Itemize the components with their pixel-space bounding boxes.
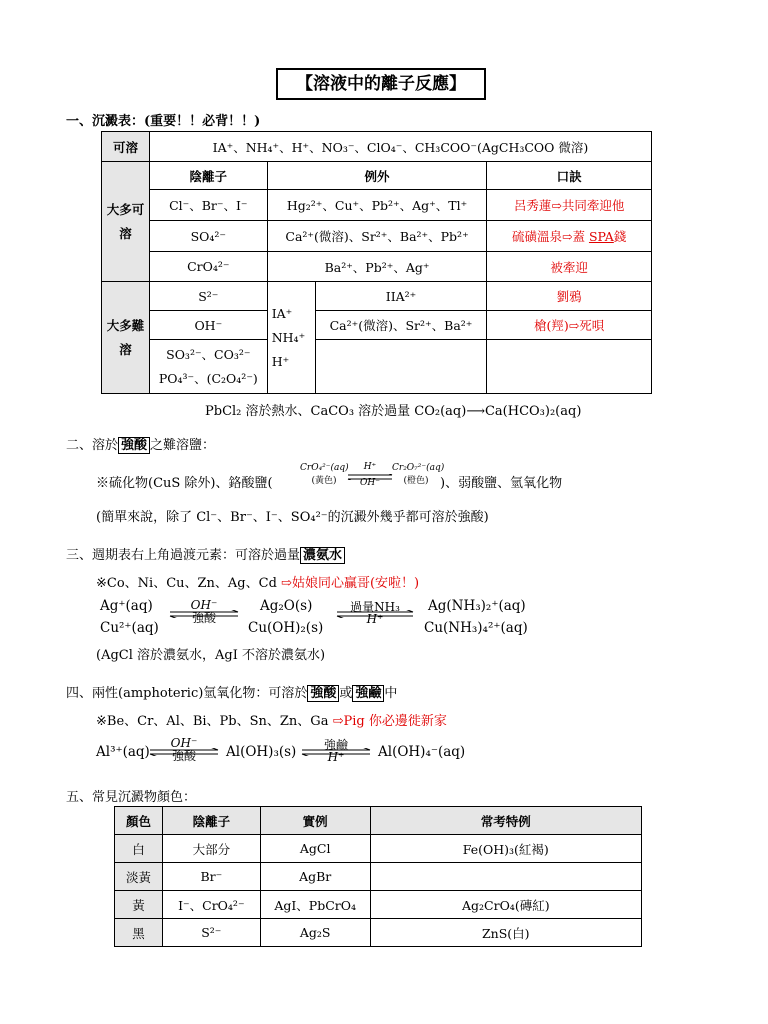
anion-cell: SO₄²⁻ xyxy=(149,221,267,252)
cr2o7-species: Cr₂O₇²⁻(aq) (橙色) xyxy=(392,463,445,486)
rxn-ag-mid: Ag₂O(s) xyxy=(260,598,313,614)
mnemonic-cell: 槍(羥)⇨死唄 xyxy=(487,311,652,340)
rxn-ag-right: Ag(NH₃)₂⁺(aq) xyxy=(428,598,526,614)
section1-heading: 一、沉澱表：(重要！！必背！！) xyxy=(66,114,261,129)
equilibrium-arrow: OH⁻ 強酸 xyxy=(168,598,240,626)
rxn-al-right: Al(OH)₄⁻(aq) xyxy=(378,744,466,760)
table-row: 黃 I⁻、CrO₄²⁻ AgI、PbCrO₄ Ag₂CrO₄(磚紅) xyxy=(115,891,642,919)
rxn-cu-right: Cu(NH₃)₄²⁺(aq) xyxy=(424,620,528,636)
section2-line1-end: )、弱酸鹽、氫氧化物 xyxy=(440,476,563,491)
section5-heading: 五、常見沉澱物顏色： xyxy=(66,790,197,805)
anion-cell: SO₃²⁻、CO₃²⁻ PO₄³⁻、(C₂O₄²⁻) xyxy=(149,340,267,394)
anion-cell: OH⁻ xyxy=(149,311,267,340)
section1-note: PbCl₂ 溶於熱水、CaCO₃ 溶於過量 CO₂(aq)⟶Ca(HCO₃)₂(aq) xyxy=(205,404,582,419)
equilibrium-arrow: H⁺ OH⁻ xyxy=(346,462,394,488)
exception-cell: Ca²⁺(微溶)、Sr²⁺、Ba²⁺、Pb²⁺ xyxy=(267,221,487,252)
exception-cell: Hg₂²⁺、Cu⁺、Pb²⁺、Ag⁺、Tl⁺ xyxy=(267,190,487,221)
table-row: 白 大部分 AgCl Fe(OH)₃(紅褐) xyxy=(115,835,642,863)
exception-cell: Ca²⁺(微溶)、Sr²⁺、Ba²⁺ xyxy=(315,311,487,340)
rxn-al-mid: Al(OH)₃(s) xyxy=(226,744,297,760)
soluble-label: 可溶 xyxy=(102,132,150,162)
equilibrium-arrow: OH⁻ 強酸 xyxy=(148,736,220,764)
page-title: 【溶液中的離子反應】 xyxy=(276,68,486,100)
rxn-cu-mid: Cu(OH)₂(s) xyxy=(248,620,324,636)
precipitation-table xyxy=(101,131,652,394)
section4-heading: 四、兩性(amphoteric)氫氧化物：可溶於 強酸 或 強鹼 中 xyxy=(66,686,398,701)
equilibrium-arrow: 強鹼 H⁺ xyxy=(300,736,372,764)
table-row: 淡黃 Br⁻ AgBr xyxy=(115,863,642,891)
mostly-insoluble-label: 大多難溶 xyxy=(102,282,150,394)
col-mnemonic: 口訣 xyxy=(487,162,652,190)
col-anion: 陰離子 xyxy=(149,162,267,190)
cro4-species: CrO₄²⁻(aq) (黃色) xyxy=(300,463,349,486)
mnemonic-cell: 呂秀蓮⇨共同牽迎他 xyxy=(487,190,652,221)
header-special: 常考特例 xyxy=(370,807,641,835)
soluble-ions: IA⁺、NH₄⁺、H⁺、NO₃⁻、ClO₄⁻、CH₃COO⁻(AgCH₃COO 微溶) xyxy=(149,132,651,162)
mnemonic-cell: 劉鴉 xyxy=(487,282,652,311)
section3-heading: 三、週期表右上角過渡元素：可溶於過量 濃氨水 xyxy=(66,544,345,563)
section2-line1: ※硫化物(CuS 除外)、鉻酸鹽( xyxy=(96,476,273,491)
rxn-ag-left: Ag⁺(aq) xyxy=(100,598,153,614)
header-example: 實例 xyxy=(260,807,370,835)
anion-cell: S²⁻ xyxy=(149,282,267,311)
header-anion: 陰離子 xyxy=(162,807,260,835)
anion-cell: CrO₄²⁻ xyxy=(149,252,267,282)
mnemonic-cell: 被牽迎 xyxy=(487,252,652,282)
mostly-soluble-label: 大多可溶 xyxy=(102,162,150,282)
exception-cell xyxy=(315,340,487,394)
exception-cell: Ba²⁺、Pb²⁺、Ag⁺ xyxy=(267,252,487,282)
col-exception: 例外 xyxy=(267,162,487,190)
anion-cell: Cl⁻、Br⁻、I⁻ xyxy=(149,190,267,221)
section2-heading: 二、溶於 強酸 之難溶鹽： xyxy=(66,438,216,453)
common-exception-cell: IA⁺ NH₄⁺ H⁺ xyxy=(267,282,315,394)
section2-line2: (簡單來說，除了 Cl⁻、Br⁻、I⁻、SO₄²⁻的沉澱外幾乎都可溶於強酸) xyxy=(96,510,489,525)
equilibrium-arrow: 過量NH₃ H⁺ xyxy=(335,598,415,626)
rxn-al-left: Al³⁺(aq) xyxy=(96,744,150,760)
section4-line1: ※Be、Cr、Al、Bi、Pb、Sn、Zn、Ga ⇨Pig 你必邊徙新家 xyxy=(96,714,447,729)
rxn-cu-left: Cu²⁺(aq) xyxy=(100,620,159,636)
mnemonic-cell xyxy=(487,340,652,394)
exception-cell: IIA²⁺ xyxy=(315,282,487,311)
section3-note: (AgCl 溶於濃氨水，AgI 不溶於濃氨水) xyxy=(96,648,326,663)
precipitate-color-table xyxy=(114,806,642,947)
section3-line1: ※Co、Ni、Cu、Zn、Ag、Cd ⇨姑娘同心贏哥(安啦！) xyxy=(96,576,420,591)
header-color: 顏色 xyxy=(115,807,163,835)
mnemonic-cell: 硫磺溫泉⇨蓋 SPA錢 xyxy=(487,221,652,252)
table-row: 黑 S²⁻ Ag₂S ZnS(白) xyxy=(115,919,642,947)
